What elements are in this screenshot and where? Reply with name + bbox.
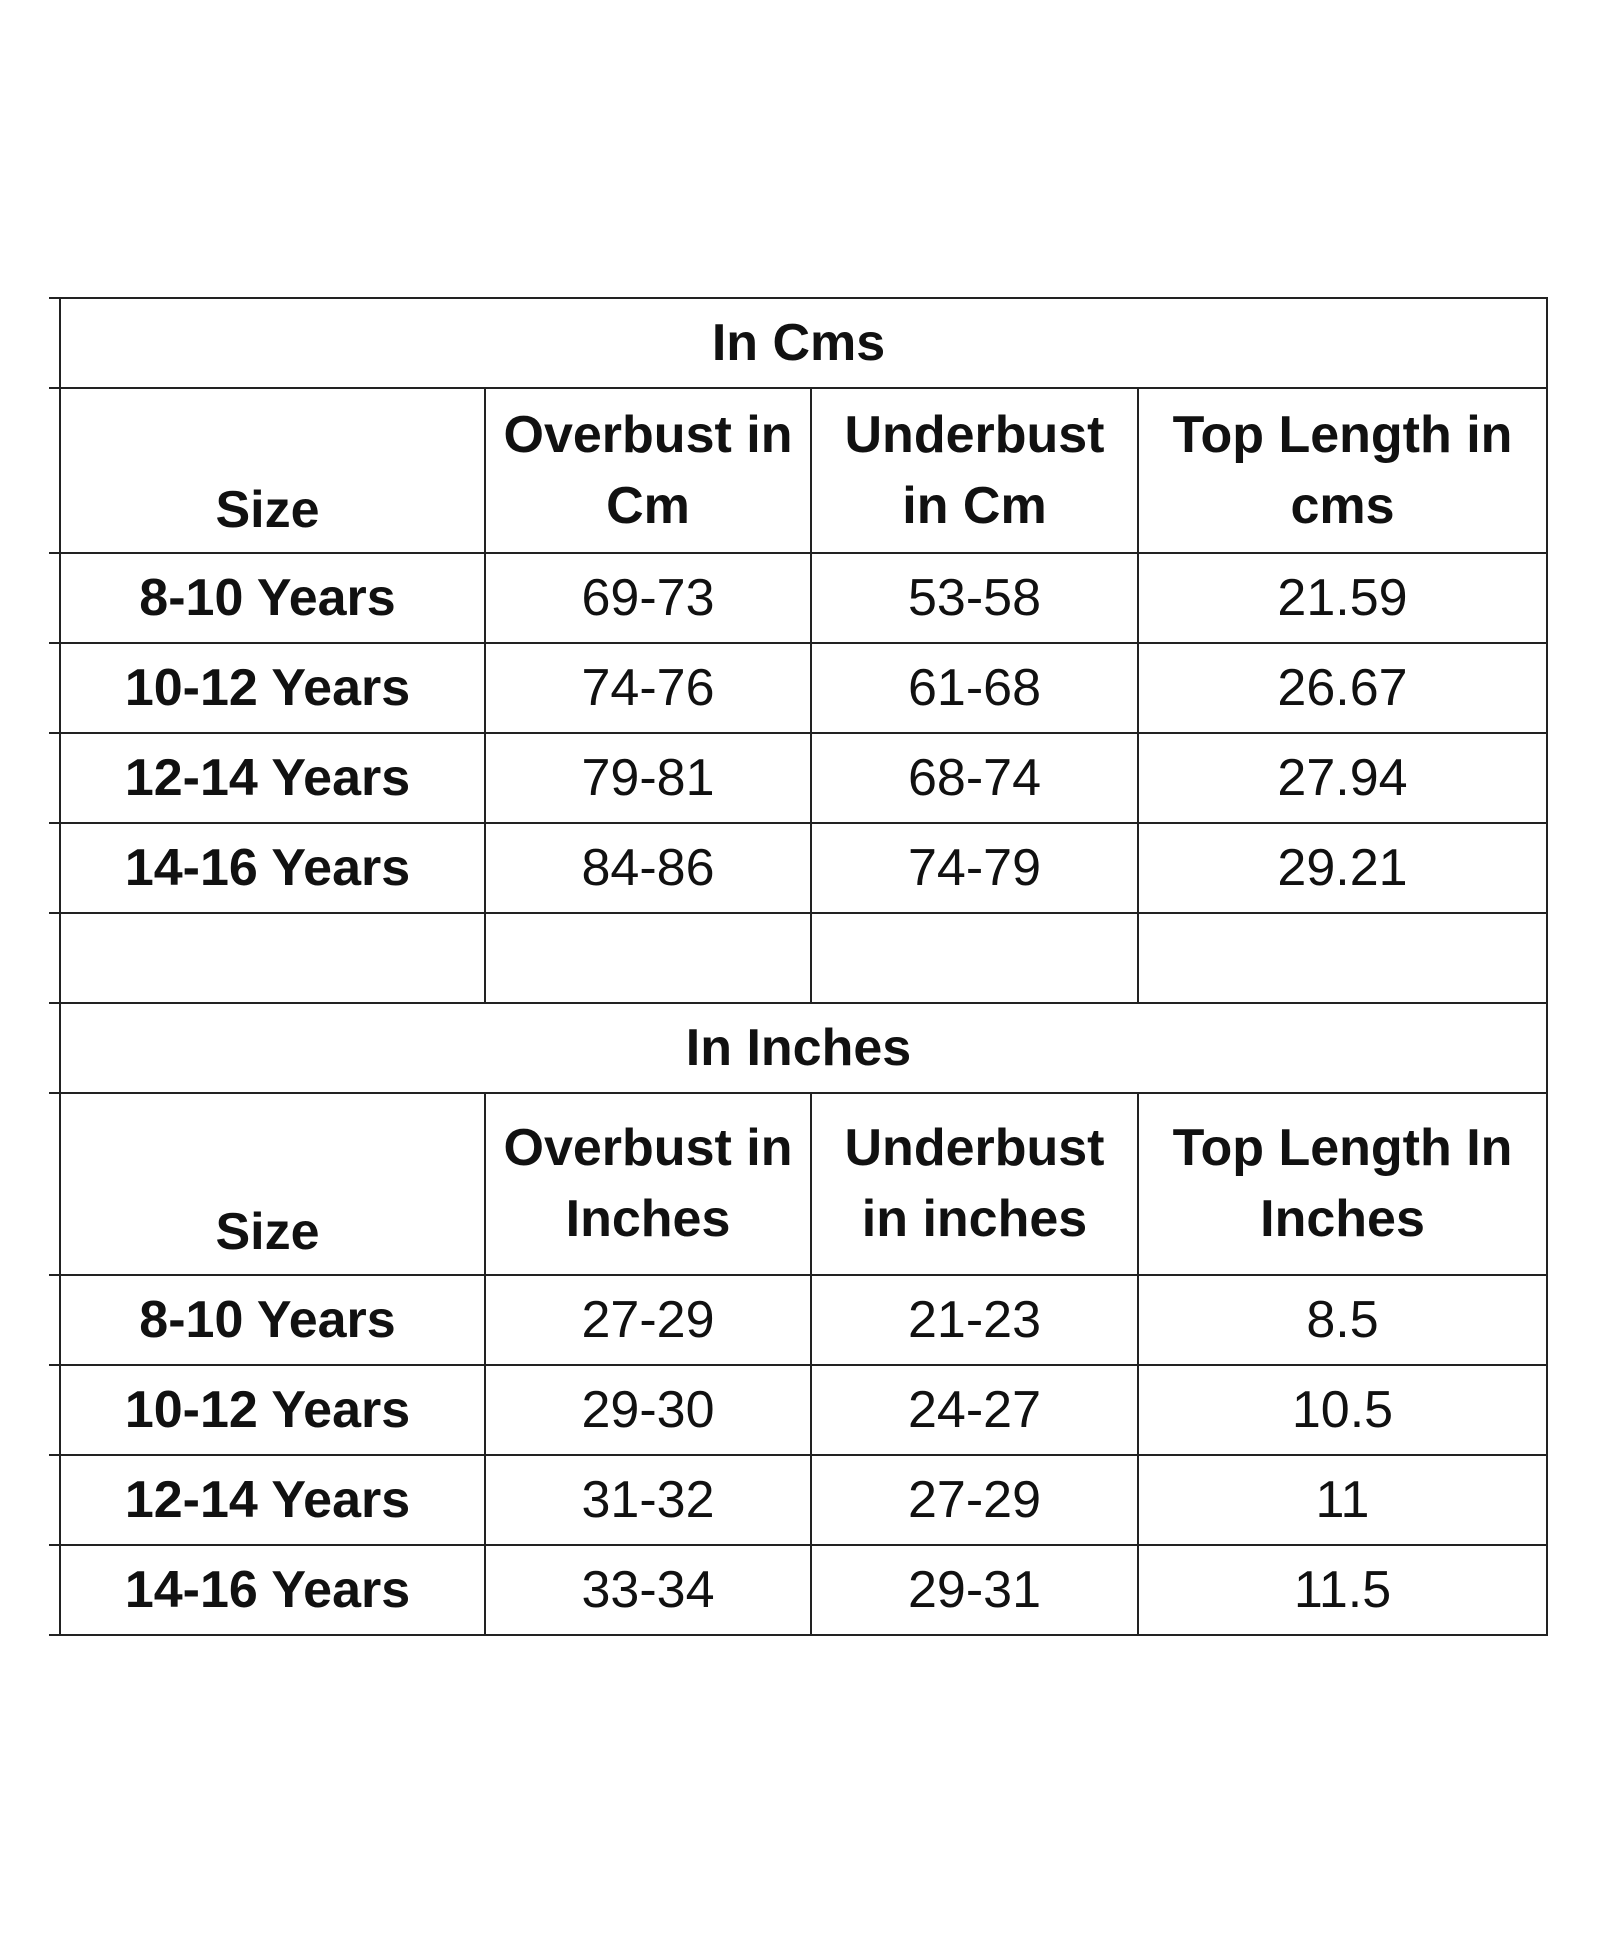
measurement-cell: 29.21: [1138, 823, 1547, 913]
measurement-cell: 79-81: [485, 733, 811, 823]
measurement-cell: 10.5: [1138, 1365, 1547, 1455]
measurement-cell: 21-23: [811, 1275, 1138, 1365]
measurement-cell: 74-79: [811, 823, 1138, 913]
section-title: In Cms: [50, 298, 1547, 388]
table-row: [50, 733, 1547, 823]
measurement-cell: 61-68: [811, 643, 1138, 733]
column-header: Top Length In Inches: [1138, 1093, 1547, 1275]
blank-cell: [50, 913, 485, 1003]
measurement-cell: 27-29: [811, 1455, 1138, 1545]
blank-row: [50, 913, 1547, 1003]
table-row: [50, 1275, 1547, 1365]
measurement-cell: 27.94: [1138, 733, 1547, 823]
column-header: Underbust in Cm: [811, 388, 1138, 553]
measurement-cell: 21.59: [1138, 553, 1547, 643]
section-title-row: [50, 298, 1547, 388]
measurement-cell: 11: [1138, 1455, 1547, 1545]
column-header-size: Size: [50, 388, 485, 553]
blank-cell: [811, 913, 1138, 1003]
measurement-cell: 74-76: [485, 643, 811, 733]
column-header-size: Size: [50, 1093, 485, 1275]
size-cell: 8-10 Years: [50, 553, 485, 643]
size-cell: 12-14 Years: [50, 733, 485, 823]
blank-cell: [485, 913, 811, 1003]
measurement-cell: 84-86: [485, 823, 811, 913]
column-header: Overbust in Inches: [485, 1093, 811, 1275]
measurement-cell: 8.5: [1138, 1275, 1547, 1365]
size-cell: 12-14 Years: [50, 1455, 485, 1545]
column-header: Underbust in inches: [811, 1093, 1138, 1275]
section-title: In Inches: [50, 1003, 1547, 1093]
table-row: [50, 1365, 1547, 1455]
table-row: [50, 553, 1547, 643]
measurement-cell: 26.67: [1138, 643, 1547, 733]
size-chart-sheet: [49, 297, 1546, 1636]
section-title-row: [50, 1003, 1547, 1093]
blank-cell: [1138, 913, 1547, 1003]
measurement-cell: 27-29: [485, 1275, 811, 1365]
measurement-cell: 31-32: [485, 1455, 811, 1545]
table-row: [50, 643, 1547, 733]
header-row: [50, 1093, 1547, 1275]
measurement-cell: 53-58: [811, 553, 1138, 643]
size-cell: 10-12 Years: [50, 643, 485, 733]
size-chart-table: [49, 297, 1548, 1636]
size-cell: 14-16 Years: [50, 823, 485, 913]
column-header: Top Length in cms: [1138, 388, 1547, 553]
size-cell: 10-12 Years: [50, 1365, 485, 1455]
table-row: [50, 1455, 1547, 1545]
column-header: Overbust in Cm: [485, 388, 811, 553]
size-cell: 8-10 Years: [50, 1275, 485, 1365]
measurement-cell: 68-74: [811, 733, 1138, 823]
measurement-cell: 69-73: [485, 553, 811, 643]
header-row: [50, 388, 1547, 553]
measurement-cell: 33-34: [485, 1545, 811, 1635]
size-cell: 14-16 Years: [50, 1545, 485, 1635]
measurement-cell: 29-30: [485, 1365, 811, 1455]
measurement-cell: 11.5: [1138, 1545, 1547, 1635]
table-row: [50, 823, 1547, 913]
measurement-cell: 24-27: [811, 1365, 1138, 1455]
table-row: [50, 1545, 1547, 1635]
measurement-cell: 29-31: [811, 1545, 1138, 1635]
